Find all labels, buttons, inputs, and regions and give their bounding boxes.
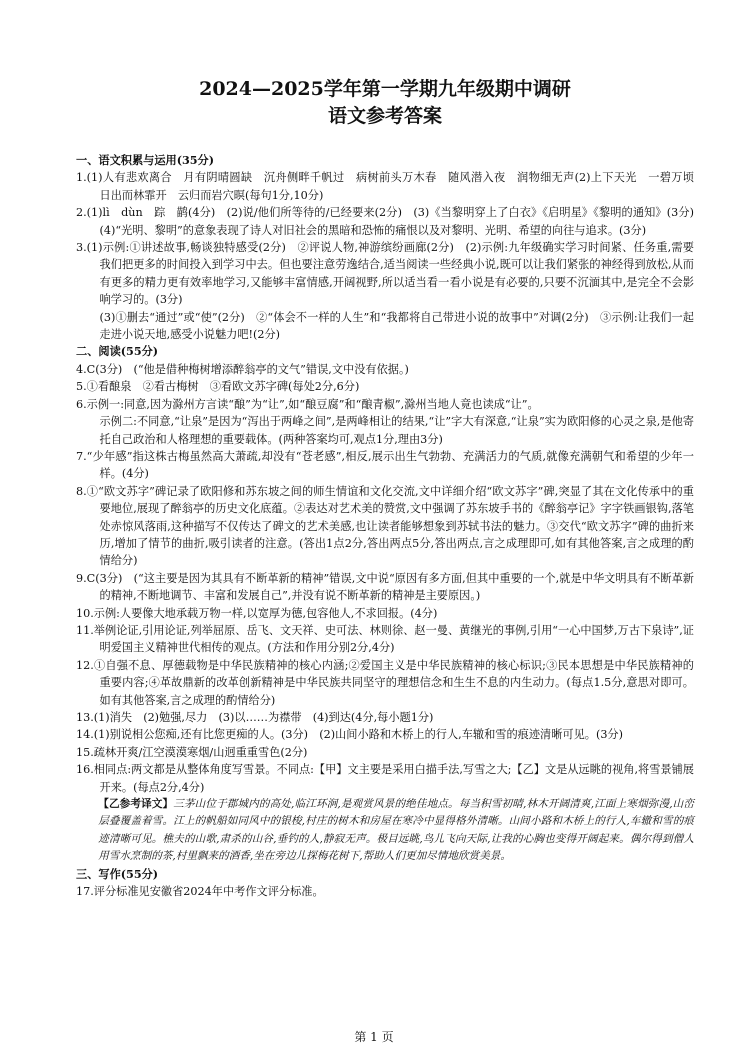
answer-item: 示例二:不同意,“让泉”是因为“泻出于两峰之间”,是两峰相让的结果,“让”字大有深意,“让泉”实为欧阳修的心灵之泉,是他寄托自己政治和人格理想的重要载体。(两种答案均可,观点1分,理由3分) [99, 415, 694, 446]
answer-item: 8.①“欧文苏字”碑记录了欧阳修和苏东坡之间的师生情谊和文化交流,文中详细介绍“欧文苏字”碑,突显了其在文化传承中的重要地位,展现了醉翁亭的历史文化底蕴。②表达对艺术美的赞赏,文中强调了苏东坡手书的《醉翁亭记》字字铁画银钩,落笔处赤惊风落雨,这种描写不仅传达了碑文的艺术美感,也让读者能够想象到苏轼书法的魅力。③交代“欧文苏字”碑的曲折来历,增加了情节的曲折,吸引读者的注意。(答出1点2分,答出两点5分,答出两点,言之成理即可,如有其他答案,言之成理的酌情给分) [76, 484, 694, 568]
page-title: 2024—2025学年第一学期九年级期中调研 [199, 78, 571, 100]
answer-item: 4.C(3分) (“他是借种梅树增添醉翁亭的文气”错误,文中没有依据。) [76, 362, 409, 376]
answer-item: 15.疏林开爽/江空漠漠寒烟/山迥重重雪色(2分) [76, 745, 308, 759]
page-subtitle: 语文参考答案 [327, 105, 442, 127]
answer-item: 11.举例论证,引用论证,列举屈原、岳飞、文天祥、史可法、林则徐、赵一曼、黄继光的事例,引用“一心中国梦,万古下泉诗”,证明爱国主义精神世代相传的观点。(方法和作用分别2分,4分) [76, 623, 694, 655]
answer-item: 5.①看酿泉 ②看古梅树 ③看欧文苏字碑(每处2分,6分) [76, 380, 360, 394]
answer-body [76, 152, 706, 900]
answer-item: 10.示例:人要像大地承载万物一样,以宽厚为德,包容他人,不求回报。(4分) [76, 606, 438, 620]
reference-translation [76, 796, 694, 866]
answer-item: 16.相同点:两文都是从整体角度写雪景。不同点:【甲】文主要是采用白描手法,写雪之大;【乙】文是从远眺的视角,将雪景铺展开来。(每点2分,4分) [76, 763, 694, 794]
answer-item: 7.“少年感”指这株古梅虽然高大萧疏,却没有“苍老感”,相反,展示出生气勃勃、充满活力的气质,就像充满朝气和希望的少年一样。(4分) [76, 449, 694, 481]
translation-label: 【乙参考译文】 [98, 798, 174, 811]
answer-item: 14.(1)别说相公您痴,还有比您更痴的人。(3分) (2)山间小路和木桥上的行人,车辙和雪的痕迹清晰可见。(3分) [76, 728, 623, 742]
answer-item: (3)①删去“通过”或“使”(2分) ②“体会不一样的人生”和“我都将自己带进小说的故事中”对调(2分) ③示例:让我们一起走进小说天地,感受小说魅力吧!(2分) [99, 310, 694, 342]
answer-item: 12.①自强不息、厚德载物是中华民族精神的核心内涵;②爱国主义是中华民族精神的核心标识;③民本思想是中华民族精神的重要内容;④革故鼎新的改革创新精神是中华民族共同坚守的理想信念和生生不息的内生动力。(每点1.5分,意思对即可。如有其他答案,言之成理的酌情给分) [76, 658, 694, 707]
answer-item: 3.(1)示例:①讲述故事,畅谈独特感受(2分) ②评说人物,神游缤纷画廊(2分) (2)示例:九年级确实学习时间紧、任务重,需要我们把更多的时间投入到学习中去。但也要注意劳逸结合,适当阅读一些经典小说,既可以让我们紧张的神经得到放松,从而有更多的精力更有效率地学习,又能够丰富情感,开阔视野,所以适当看一看小说是有必要的,只要不沉湎其中,是完全不会影响学习的。(3分) [76, 241, 694, 307]
translation-text: 三茅山位于郡城内的高处,临江环涧,是观赏风景的绝佳地点。每当积雪初晴,林木开阔清爽,江面上寒烟弥漫,山峦层叠覆盖着雪。江上的帆船如同风中的银梭,村庄的树木和房屋在寒冷中显得格外清晰。山间小路和木桥上的行人,车辙和雪的痕迹清晰可见。樵夫的山歌,肃杀的山谷,垂钓的人,静寂无声。极目远眺,鸟儿飞向天际,让我的心胸也变得开阔起来。偶尔得到僧人用雪水烹制的茶,村里飘来的酒香,坐在旁边儿探梅花树下,帮助人们更加尽情地欣赏美景。 [98, 798, 694, 863]
answer-item: 17.评分标准见安徽省2024年中考作文评分标准。 [76, 885, 324, 899]
answer-item: 1.(1)人有悲欢离合 月有阴晴圆缺 沉舟侧畔千帆过 病树前头万木春 随风潜入夜 润物细无声(2)上下天光 一碧万顷 日出而林霏开 云归而岩穴暝(每句1分,10分) [76, 171, 706, 202]
section-heading: 二、阅读(55分) [76, 344, 159, 359]
answer-item: 9.C(3分) (“这主要是因为其具有不断革新的精神”错误,文中说“原因有多方面,但其中重要的一个,就是中华文明具有不断革新的精神,不断地调节、丰富和发展自己”,并没有说不断革新的精神是主要原因。) [76, 571, 694, 603]
answer-item: 13.(1)消失 (2)勉强,尽力 (3)以……为襟带 (4)到达(4分,每小题1分) [76, 711, 434, 724]
answer-item: 6.示例一:同意,因为滁州方言读“酿”为“让”,如“酿豆腐”和“酿青椒”,滁州当地人竟也读成“让”。 [76, 397, 539, 411]
section-heading: 三、写作(55分) [76, 866, 159, 881]
page-number: 第 1 页 [354, 1030, 394, 1044]
answer-item: 2.(1)lì dùn 踪 鹋(4分) (2)说/他们所等待的/已经要来(2分) (3)《当黎明穿上了白衣》《启明星》《黎明的通知》(3分) (4)“光明、黎明”的意象表现了诗人对旧社会的黑暗和恐怖的痛恨以及对黎明、光明、希望的向往与追求。(3分) [76, 206, 706, 237]
section-heading: 一、语文积累与运用(35分) [76, 153, 215, 167]
